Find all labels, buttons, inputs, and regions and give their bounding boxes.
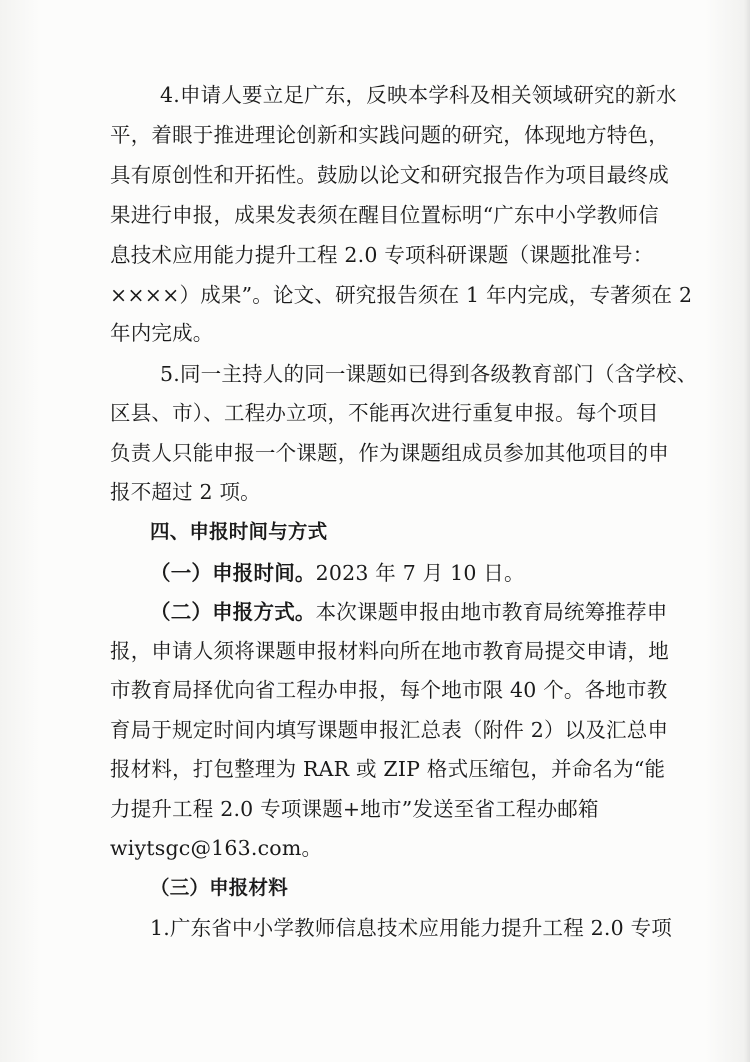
subsection-2-line-7: wiytsgc@163.com。 — [110, 836, 323, 860]
paragraph-4-line-5: 息技术应用能力提升工程 2.0 专项科研课题（课题批准号： — [110, 243, 654, 267]
subsection-2-line-1 — [150, 592, 668, 632]
subsection-2-line-3: 市教育局择优向省工程办申报，每个地市限 40 个。各地市教 — [110, 678, 668, 702]
paragraph-5-line-2: 区县、市）、工程办立项，不能再次进行重复申报。每个项目 — [110, 401, 659, 425]
paragraph-4-line-6: ××××）成果”。论文、研究报告须在 1 年内完成，专著须在 2 — [110, 283, 693, 307]
section-heading: 四、申报时间与方式 — [150, 520, 328, 543]
paragraph-4-line-7: 年内完成。 — [110, 321, 214, 345]
paragraph-5-line-4: 报不超过 2 项。 — [110, 480, 261, 504]
material-item-1-line: 1.广东省中小学教师信息技术应用能力提升工程 2.0 专项 — [150, 916, 672, 940]
subsection-3-heading: （三）申报材料 — [150, 876, 288, 899]
paragraph-4-line-1: 4.申请人要立足广东，反映本学科及相关领域研究的新水 — [160, 83, 677, 107]
subsection-1-text: 2023 年 7 月 10 日。 — [315, 561, 525, 585]
subsection-2-line-4: 育局于规定时间内填写课题申报汇总表（附件 2）以及汇总申 — [110, 718, 669, 742]
paragraph-5-line-3: 负责人只能申报一个课题，作为课题组成员参加其他项目的申 — [110, 441, 669, 465]
subsection-2-line-2: 报，申请人须将课题申报材料向所在地市教育局提交申请，地 — [110, 639, 669, 663]
subsection-2-line-6: 力提升工程 2.0 专项课题+地市”发送至省工程办邮箱 — [110, 797, 599, 821]
paragraph-4-line-3: 具有原创性和开拓性。鼓励以论文和研究报告作为项目最终成 — [110, 163, 669, 187]
paragraph-5-line-1: 5.同一主持人的同一课题如已得到各级教育部门（含学校、 — [160, 362, 698, 386]
subsection-1-line — [150, 553, 525, 593]
subsection-1-heading: （一）申报时间。 — [150, 561, 316, 585]
paragraph-4-line-4: 果进行申报，成果发表须在醒目位置标明“广东中小学教师信 — [110, 203, 659, 227]
subsection-2-heading: （二）申报方式。 — [150, 600, 316, 624]
scan-edge-shadow — [744, 0, 750, 1062]
paragraph-4-line-2: 平，着眼于推进理论创新和实践问题的研究，体现地方特色， — [110, 123, 669, 147]
subsection-2-line-5: 报材料，打包整理为 RAR 或 ZIP 格式压缩包，并命名为“能 — [110, 757, 666, 781]
subsection-2-text: 本次课题申报由地市教育局统筹推荐申 — [315, 600, 668, 624]
